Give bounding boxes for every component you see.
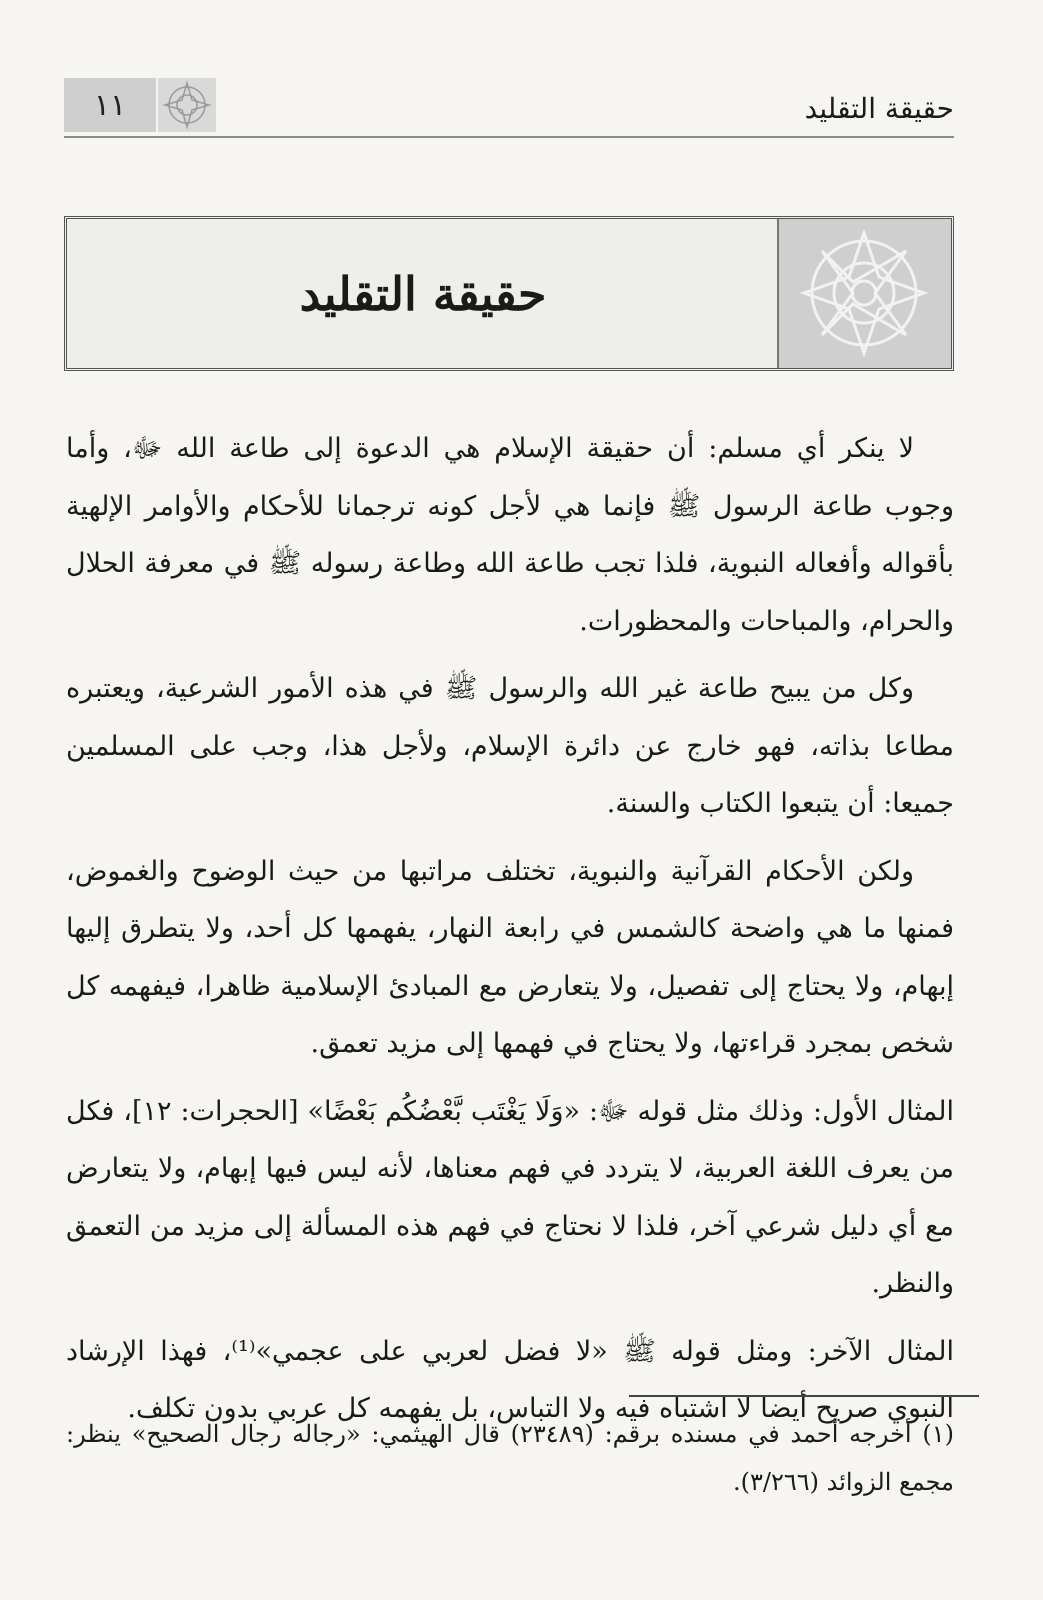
paragraph-4: المثال الأول: وذلك مثل قوله ﷻ: «وَلَا يَغْتَب بَّعْضُكُم بَعْضًا» [الحجرات: ١٢]، فكل من يعرف اللغة العربية، لا يتردد في فهم معناها، لأنه ليس فيها إبهام، ولا يتعارض مع أي دليل شرعي آخر، فلذا لا نحتاج في فهم هذه المسألة إلى مزيد من التعمق والنظر.	[66, 1095, 954, 1299]
running-header	[64, 78, 954, 138]
footnote-1: (١) أخرجه أحمد في مسنده برقم: (٢٣٤٨٩) قال الهيثمي: «رجاله رجال الصحيح» ينظر: مجمع الزوائد (٣/٢٦٦).	[66, 1420, 954, 1496]
footnotes	[66, 1410, 954, 1506]
paragraph-3: ولكن الأحكام القرآنية والنبوية، تختلف مراتبها من حيث الوضوح والغموض، فمنها ما هي واضحة كالشمس في رابعة النهار، يفهمها كل أحد، ولا يتطرق إليها إبهام، ولا يحتاج إلى تفصيل، ولا يتعارض مع المبادئ الإسلامية ظاهرا، فيفهمه كل شخص بمجرد قراءتها، ولا يحتاج في فهمها إلى مزيد تعمق.	[66, 855, 954, 1059]
title-ornament-icon	[777, 219, 951, 368]
body-text	[66, 420, 954, 1448]
running-title: حقيقة التقليد	[804, 92, 954, 125]
header-ornament-icon	[158, 78, 216, 132]
page-number: ١١	[64, 78, 156, 132]
chapter-title: حقيقة التقليد	[299, 266, 547, 321]
chapter-title-box	[64, 216, 954, 371]
paragraph-2: وكل من يبيح طاعة غير الله والرسول ﷺ في هذه الأمور الشرعية، ويعتبره مطاعا بذاته، فهو خارج عن دائرة الإسلام، ولأجل هذا، وجب على المسلمين جميعا: أن يتبعوا الكتاب والسنة.	[66, 673, 954, 819]
paragraph-1: لا ينكر أي مسلم: أن حقيقة الإسلام هي الدعوة إلى طاعة الله ﷻ، وأما وجوب طاعة الرسول ﷺ فإنما هي لأجل كونه ترجمانا للأحكام والأوامر الإلهية بأقواله وأفعاله النبوية، فلذا تجب طاعة الله وطاعة رسوله ﷺ في معرفة الحلال والحرام، والمباحات والمحظورات.	[66, 433, 954, 637]
paragraph-5: المثال الآخر: ومثل قوله ﷺ «لا فضل لعربي على عجمي»⁽¹⁾، فهذا الإرشاد النبوي صريح أيضا لا اشتباه فيه ولا التباس، بل يفهمه كل عربي بدون تكلف.	[66, 1335, 954, 1424]
footnote-divider	[629, 1395, 979, 1397]
